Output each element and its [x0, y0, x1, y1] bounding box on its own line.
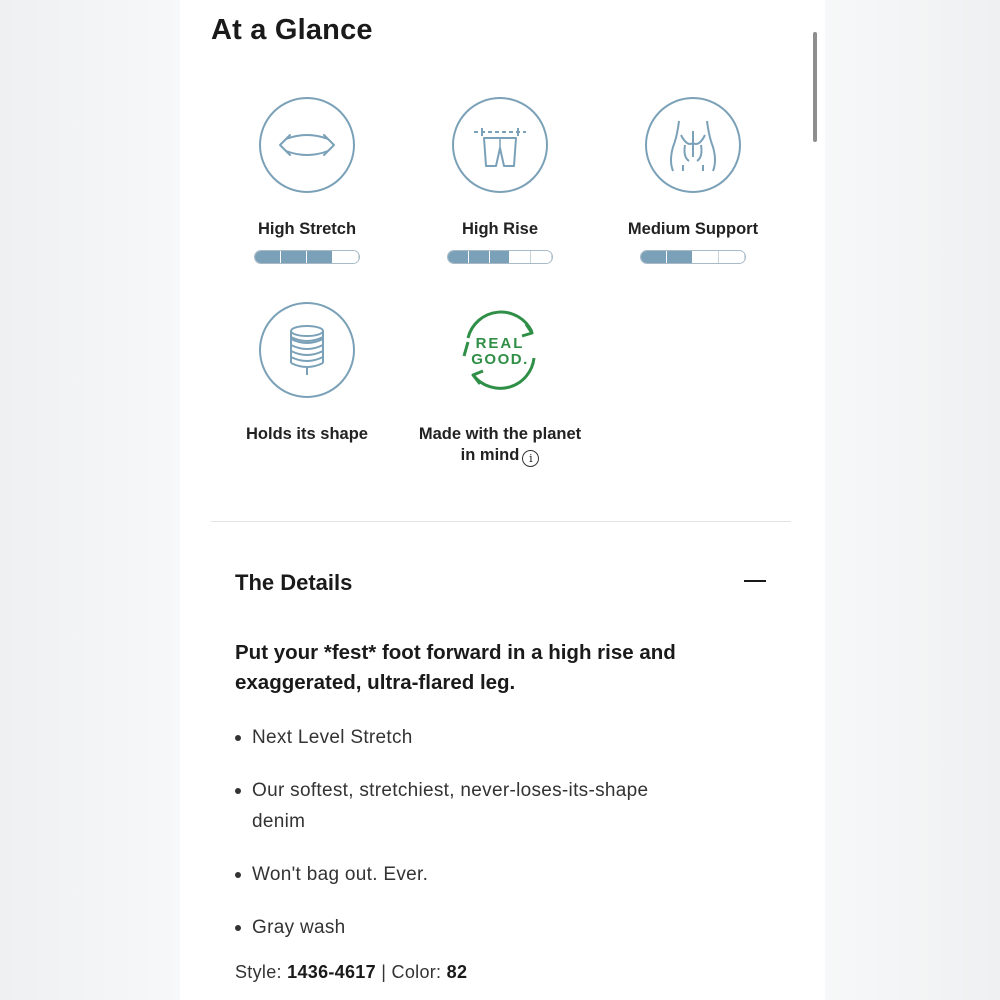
- feature-holds-shape: [207, 302, 407, 445]
- detail-bullets: [235, 722, 705, 965]
- meter-segment-empty: [333, 251, 359, 263]
- style-color-line: [235, 962, 467, 983]
- color-label: Color:: [391, 962, 442, 982]
- separator: |: [381, 962, 387, 982]
- meter-segment-filled: [448, 251, 469, 263]
- list-item: Gray wash: [235, 912, 705, 943]
- meter-segment-empty: [719, 251, 745, 263]
- coil-spring-icon: [259, 302, 355, 398]
- support-meter: [640, 250, 746, 264]
- product-headline: Put your *fest* foot forward in a high rise and exaggerated, ultra-flared leg.: [235, 641, 676, 694]
- divider: [211, 521, 791, 522]
- style-value: 1436-4617: [287, 962, 376, 982]
- meter-segment-empty: [510, 251, 531, 263]
- collapse-details-button[interactable]: [742, 568, 768, 594]
- list-item: Won't bag out. Ever.: [235, 859, 705, 890]
- list-item: Our softest, stretchiest, never-loses-its-shape denim: [235, 775, 705, 837]
- feature-label: High Stretch: [257, 220, 357, 238]
- details-heading[interactable]: The Details: [235, 570, 353, 595]
- feature-label: High Rise: [461, 220, 539, 238]
- feature-label-line2: in mind: [460, 446, 520, 464]
- background-left: [0, 0, 180, 1000]
- meter-segment-empty: [693, 251, 719, 263]
- feature-label: Holds its shape: [246, 425, 368, 443]
- meter-segment-filled: [667, 251, 693, 263]
- scrollbar[interactable]: [813, 32, 817, 142]
- feature-label: Medium Support: [627, 220, 759, 238]
- info-icon[interactable]: i: [522, 450, 539, 467]
- meter-segment-empty: [531, 251, 552, 263]
- meter-segment-filled: [490, 251, 511, 263]
- real-good-recycle-icon: [452, 302, 548, 398]
- color-value: 82: [446, 962, 468, 982]
- badge-text-line1: REAL: [475, 335, 525, 352]
- background-right: [825, 0, 1000, 1000]
- meter-segment-filled: [281, 251, 307, 263]
- list-item: Next Level Stretch: [235, 722, 705, 753]
- support-back-icon: [645, 97, 741, 193]
- meter-segment-filled: [641, 251, 667, 263]
- feature-label: [400, 424, 600, 467]
- feature-high-stretch: [207, 97, 407, 264]
- feature-label-line1: Made with the planet: [418, 425, 582, 443]
- meter-segment-filled: [255, 251, 281, 263]
- feature-planet: [400, 302, 600, 467]
- waist-rise-icon: [452, 97, 548, 193]
- style-label: Style:: [235, 962, 282, 982]
- feature-medium-support: [593, 97, 793, 264]
- section-title: At a Glance: [211, 14, 373, 46]
- minus-icon: [744, 580, 766, 582]
- rise-meter: [447, 250, 553, 264]
- feature-high-rise: [400, 97, 600, 264]
- stretch-arrows-icon: [259, 97, 355, 193]
- stretch-meter: [254, 250, 360, 264]
- meter-segment-filled: [307, 251, 333, 263]
- meter-segment-filled: [469, 251, 490, 263]
- badge-text-line2: GOOD.: [471, 351, 529, 368]
